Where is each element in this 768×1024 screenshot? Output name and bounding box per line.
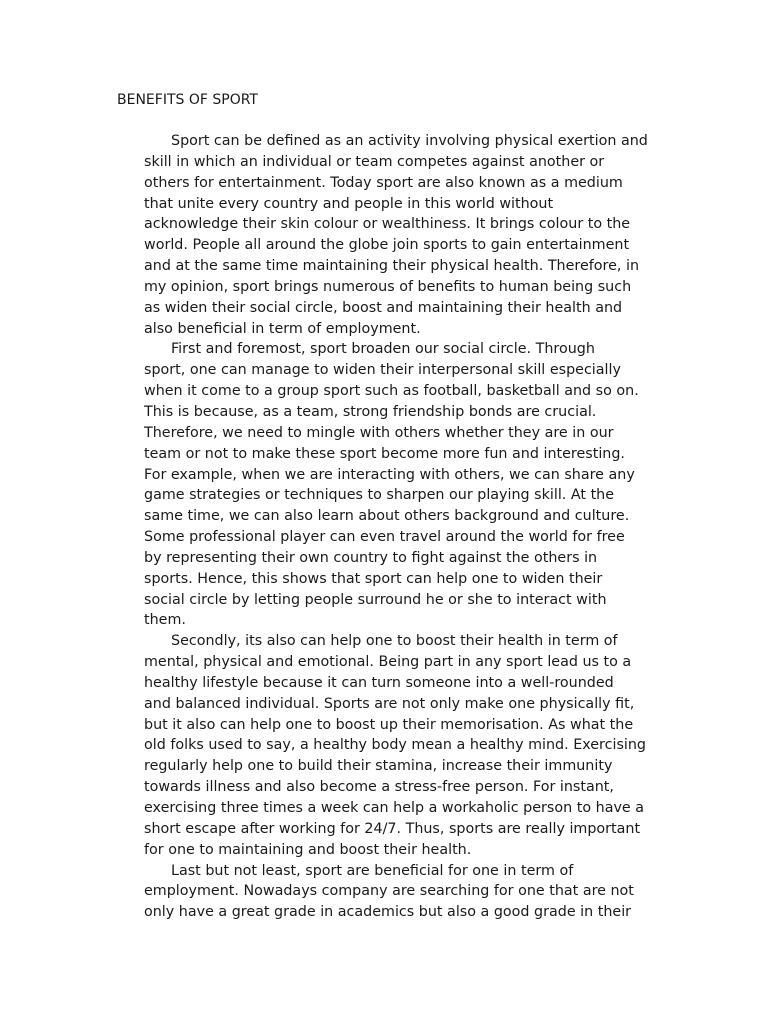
text-line: acknowledge their skin colour or wealthiness. It brings colour to the bbox=[144, 216, 631, 233]
text-line: Therefore, we need to mingle with others whether they are in our bbox=[144, 424, 614, 441]
text-line: team or not to make these sport become more fun and interesting. bbox=[144, 445, 625, 462]
text-line: others for entertainment. Today sport are also known as a medium bbox=[144, 174, 623, 191]
document-body bbox=[144, 131, 664, 923]
text-line: when it come to a group sport such as football, basketball and so on. bbox=[144, 383, 639, 400]
text-line: healthy lifestyle because it can turn someone into a well-rounded bbox=[144, 674, 614, 691]
text-line: regularly help one to build their stamina, increase their immunity bbox=[144, 758, 613, 775]
text-line: but it also can help one to boost up their memorisation. As what the bbox=[144, 716, 634, 733]
text-line: mental, physical and emotional. Being part in any sport lead us to a bbox=[144, 654, 632, 671]
text-line: also beneficial in term of employment. bbox=[144, 320, 421, 337]
text-line: game strategies or techniques to sharpen our playing skill. At the bbox=[144, 487, 615, 504]
text-line: that unite every country and people in this world without bbox=[144, 195, 554, 212]
text-line: old folks used to say, a healthy body mean a healthy mind. Exercising bbox=[144, 737, 647, 754]
text-line: Some professional player can even travel around the world for free bbox=[144, 529, 625, 546]
text-line: This is because, as a team, strong friendship bonds are crucial. bbox=[144, 403, 597, 420]
text-line: sports. Hence, this shows that sport can help one to widen their bbox=[144, 570, 603, 587]
document-title: BENEFITS OF SPORT bbox=[117, 92, 258, 108]
paragraph-first-line: Last but not least, sport are beneficial for one in term of bbox=[171, 862, 574, 879]
text-line: short escape after working for 24/7. Thus, sports are really important bbox=[144, 820, 641, 837]
text-line: For example, when we are interacting with others, we can share any bbox=[144, 466, 635, 483]
text-line: only have a great grade in academics but also a good grade in their bbox=[144, 904, 632, 921]
text-line: for one to maintaining and boost their health. bbox=[144, 841, 472, 858]
text-line: exercising three times a week can help a workaholic person to have a bbox=[144, 800, 645, 816]
text-line: skill in which an individual or team competes against another or bbox=[144, 153, 605, 170]
text-line: towards illness and also become a stress-free person. For instant, bbox=[144, 779, 614, 796]
text-line: as widen their social circle, boost and maintaining their health and bbox=[144, 299, 623, 316]
text-line: world. People all around the globe join sports to gain entertainment bbox=[144, 237, 630, 254]
text-line: my opinion, sport brings numerous of benefits to human being such bbox=[144, 278, 632, 295]
text-line: and balanced individual. Sports are not only make one physically fit, bbox=[144, 695, 635, 712]
paragraph-first-line: Secondly, its also can help one to boost their health in term of bbox=[171, 633, 618, 650]
text-line: employment. Nowadays company are searching for one that are not bbox=[144, 883, 634, 900]
paragraph-first-line: Sport can be defined as an activity involving physical exertion and bbox=[171, 133, 648, 149]
text-line: and at the same time maintaining their physical health. Therefore, in bbox=[144, 258, 640, 275]
text-line: by representing their own country to fight against the others in bbox=[144, 549, 598, 566]
text-line: sport, one can manage to widen their interpersonal skill especially bbox=[144, 362, 621, 379]
paragraph-first-line: First and foremost, sport broaden our social circle. Through bbox=[171, 341, 595, 358]
text-line: same time, we can also learn about others background and culture. bbox=[144, 508, 630, 525]
text-line: social circle by letting people surround he or she to interact with bbox=[144, 591, 607, 608]
text-line: them. bbox=[144, 612, 186, 629]
